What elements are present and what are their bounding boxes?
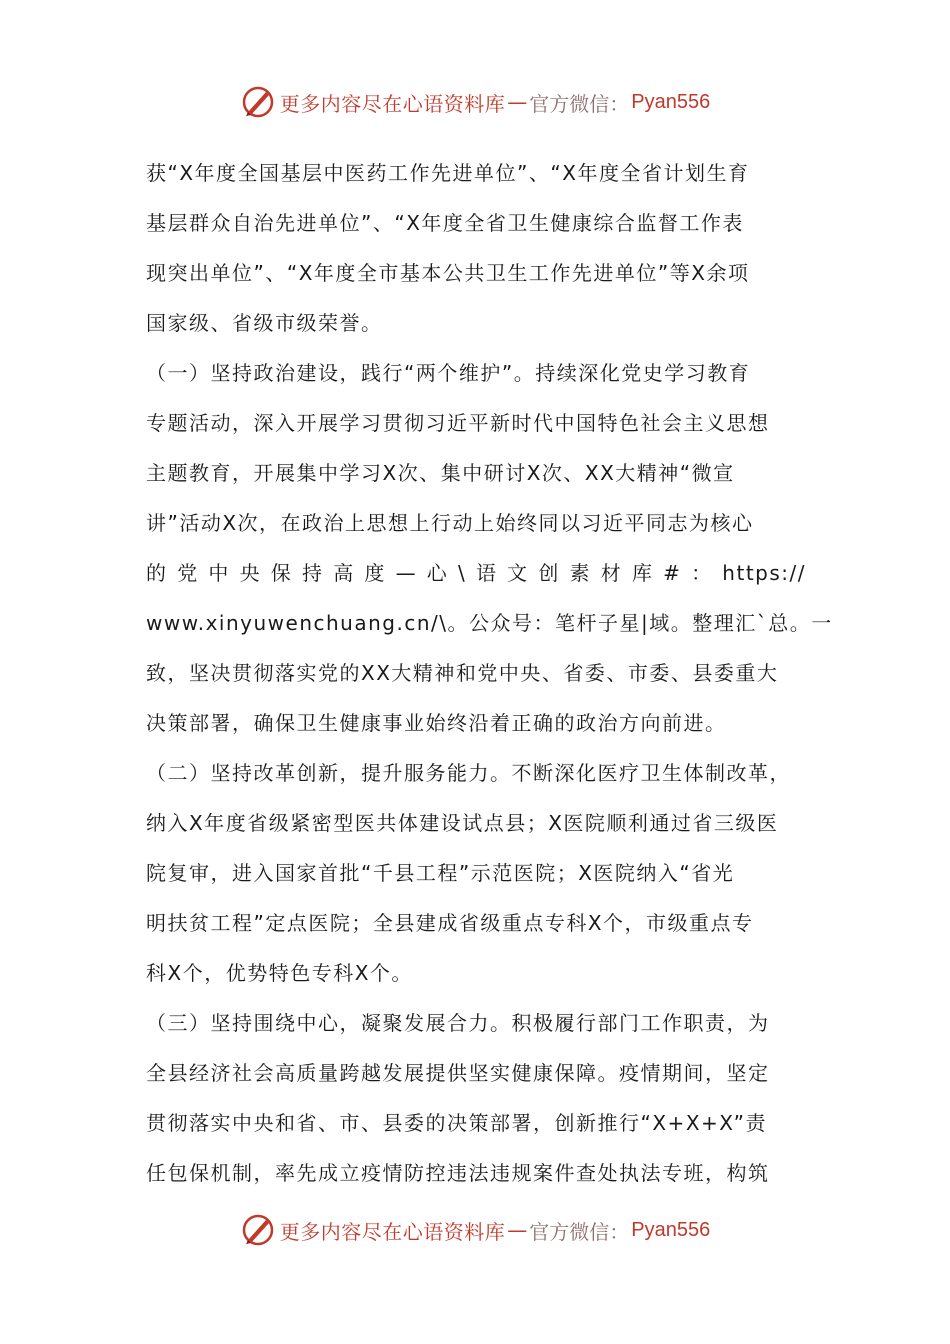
text-line: 专题活动，深入开展学习贯彻习近平新时代中国特色社会主义思想	[146, 411, 770, 435]
document-body	[146, 148, 833, 1198]
text-line: （二）坚持改革创新，提升服务能力。不断深化医疗卫生体制改革，	[146, 761, 791, 785]
text-line: 贯彻落实中央和省、市、县委的决策部署，创新推行“X+X+X”责	[146, 1111, 768, 1135]
text-line: 明扶贫工程”定点医院；全县建成省级重点专科X个，市级重点专	[146, 911, 754, 935]
text-line: 国家级、省级市级荣誉。	[146, 311, 383, 335]
banner-wechat-label: 官方微信：	[529, 1219, 630, 1244]
pen-logo-icon	[240, 84, 276, 120]
text-line: 讲”活动X次，在政治上思想上行动上始终同以习近平同志为核心	[146, 511, 754, 535]
banner-wechat-id: Pyan556	[631, 90, 711, 113]
text-line: 全县经济社会高质量跨越发展提供坚实健康保障。疫情期间，坚定	[146, 1061, 770, 1085]
text-line: 基层群众自治先进单位”、“X年度全省卫生健康综合监督工作表	[146, 211, 744, 235]
text-line: 主题教育，开展集中学习X次、集中研讨X次、XX大精神“微宣	[146, 461, 735, 485]
text-line: 决策部署，确保卫生健康事业始终沿着正确的政治方向前进。	[146, 711, 727, 735]
text-line: 现突出单位”、“X年度全市基本公共卫生工作先进单位”等X余项	[146, 261, 750, 285]
footer-banner	[0, 1210, 950, 1250]
pen-logo-icon	[240, 1212, 276, 1248]
text-line: www.xinyuwenchuang.cn/\。公众号：笔杆子星|域。整理汇`总。一	[146, 611, 833, 635]
text-line: 科X个，优势特色专科X个。	[146, 961, 413, 985]
text-line: 获“X年度全国基层中医药工作先进单位”、“X年度全省计划生育	[146, 161, 750, 185]
banner-title: 更多内容尽在心语资料库	[279, 1219, 506, 1244]
banner-title: 更多内容尽在心语资料库	[279, 91, 506, 116]
text-line: （三）坚持围绕中心，凝聚发展合力。积极履行部门工作职责，为	[146, 1011, 770, 1035]
banner-wechat-label: 官方微信：	[529, 91, 630, 116]
banner-separator: —	[507, 90, 528, 114]
text-line: 的党中央保持高度—心\语文创素材库#：https://	[146, 561, 806, 585]
text-line: 任包保机制，率先成立疫情防控违法违规案件查处执法专班，构筑	[146, 1161, 770, 1185]
text-line: 纳入X年度省级紧密型医共体建设试点县；X医院顺利通过省三级医	[146, 811, 779, 835]
banner-separator: —	[507, 1218, 528, 1242]
text-line: 院复审，进入国家首批“千县工程”示范医院；X医院纳入“省光	[146, 861, 735, 885]
text-line: 致，坚决贯彻落实党的XX大精神和党中央、省委、市委、县委重大	[146, 661, 779, 685]
text-line: （一）坚持政治建设，践行“两个维护”。持续深化党史学习教育	[146, 361, 751, 385]
header-banner	[0, 82, 950, 122]
banner-wechat-id: Pyan556	[631, 1218, 711, 1241]
